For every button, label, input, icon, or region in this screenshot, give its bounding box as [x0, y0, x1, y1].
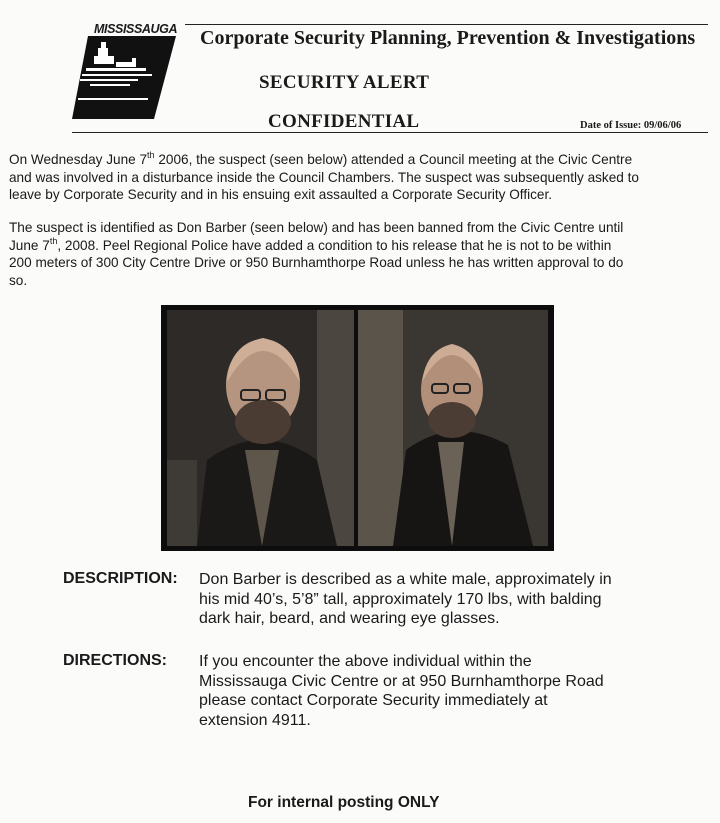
- suspect-photo: [161, 305, 554, 551]
- logo-wordmark: MISSISSAUGA: [94, 22, 178, 36]
- description-text: [199, 570, 659, 629]
- suspect-photo-right: [358, 310, 548, 546]
- incident-line: and was involved in a disturbance inside the Council Chambers. The suspect was subsequently asked to: [9, 169, 639, 185]
- incident-line: leave by Corporate Security and in his ensuing exit assaulted a Corporate Security Officer.: [9, 187, 553, 202]
- footer-notice: For internal posting ONLY: [248, 794, 440, 811]
- ban-paragraph: [9, 219, 717, 289]
- directions-line: please contact Corporate Security immediately at: [199, 692, 548, 709]
- suspect-photo-left: [167, 310, 354, 546]
- ban-line: so.: [9, 272, 28, 288]
- incident-line: On Wednesday June 7th 2006, the suspect (seen below) attended a Council meeting at the Civic Centre: [9, 150, 633, 167]
- directions-label: DIRECTIONS:: [63, 652, 167, 669]
- ban-line: 200 meters of 300 City Centre Drive or 950 Burnhamthorpe Road unless he has written approval to do: [9, 255, 624, 270]
- confidential-heading: CONFIDENTIAL: [268, 111, 420, 132]
- description-line: Don Barber is described as a white male, approximately in: [199, 571, 612, 588]
- organization-title: Corporate Security Planning, Prevention & Investigations: [200, 27, 696, 49]
- directions-line: Mississauga Civic Centre or at 950 Burnhamthorpe Road: [199, 672, 604, 690]
- description-line: his mid 40’s, 5’8” tall, approximately 170 lbs, with balding: [199, 590, 602, 608]
- issue-date: Date of Issue: 09/06/06: [580, 120, 682, 131]
- mississauga-logo: [72, 22, 184, 122]
- description-line: dark hair, beard, and wearing eye glasses.: [199, 610, 500, 627]
- directions-text: [199, 652, 659, 730]
- incident-paragraph: [9, 151, 717, 204]
- ban-line: June 7th, 2008. Peel Regional Police have added a condition to his release that he is not to be within: [9, 235, 612, 253]
- directions-line: extension 4911.: [199, 711, 311, 729]
- alert-heading: SECURITY ALERT: [259, 72, 430, 93]
- header-top-rule: [185, 24, 708, 25]
- ban-line: The suspect is identified as Don Barber (seen below) and has been banned from the Civic Centre until: [9, 220, 624, 235]
- description-label: DESCRIPTION:: [63, 570, 178, 587]
- header-bottom-rule: [72, 132, 708, 133]
- directions-line: If you encounter the above individual within the: [199, 653, 532, 670]
